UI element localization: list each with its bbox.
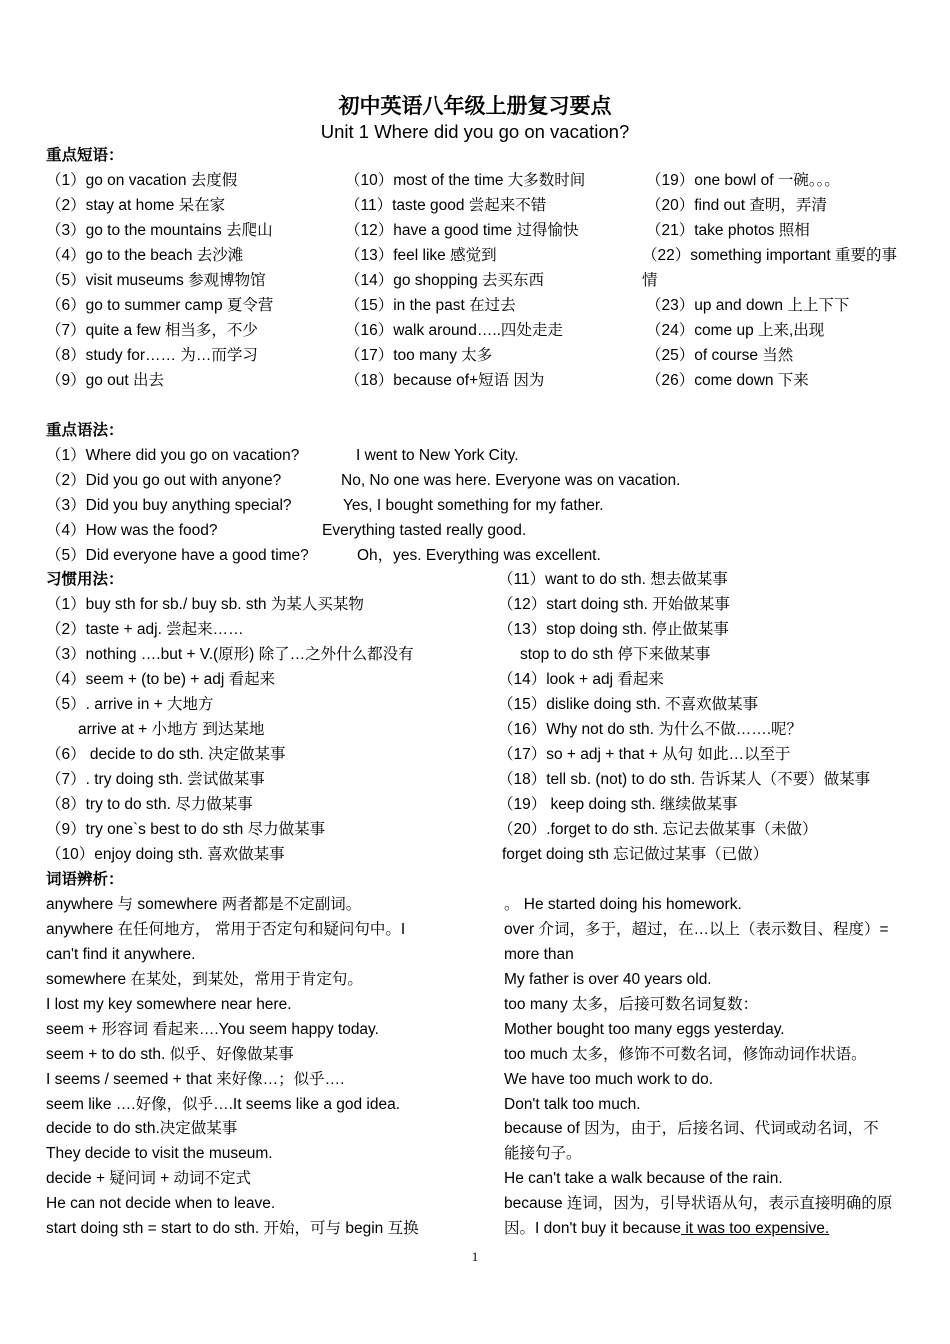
list-item: （4）go to the beach 去沙滩 <box>46 247 244 264</box>
list-item: （2）taste + adj. 尝起来…… <box>46 621 244 638</box>
text-line: because 连词，因为，引导状语从句，表示直接明确的原 <box>504 1195 893 1212</box>
list-item: （14）go shopping 去买东西 <box>345 272 545 289</box>
list-item: （11）taste good 尝起来不错 <box>345 197 547 214</box>
text-line: seem + 形容词 看起来….You seem happy today. <box>46 1021 379 1038</box>
page-title: 初中英语八年级上册复习要点 <box>338 95 612 118</box>
list-item-continuation: arrive at + 小地方 到达某地 <box>78 721 265 738</box>
grammar-answer: Oh，yes. Everything was excellent. <box>357 547 601 564</box>
text-line: My father is over 40 years old. <box>504 971 712 988</box>
text-line: 。 He started doing his homework. <box>504 896 742 913</box>
list-item: （12）have a good time 过得愉快 <box>345 222 579 239</box>
text-line: anywhere 在任何地方， 常用于否定句和疑问句中。I <box>46 921 406 938</box>
text-line: decide to do sth.决定做某事 <box>46 1120 238 1137</box>
text-line: 能接句子。 <box>504 1145 582 1162</box>
text-line: too many 太多，后接可数名词复数： <box>504 996 759 1013</box>
list-item-continuation: stop to do sth 停下来做某事 <box>520 646 711 663</box>
grammar-question: （5）Did everyone have a good time? <box>46 547 309 564</box>
list-item: （8）try to do sth. 尽力做某事 <box>46 796 253 813</box>
text-line: too much 太多，修饰不可数名词，修饰动词作状语。 <box>504 1046 867 1063</box>
text-line: They decide to visit the museum. <box>46 1145 273 1162</box>
underlined-text: it was too expensive. <box>681 1220 830 1237</box>
grammar-question: （1）Where did you go on vacation? <box>46 447 300 464</box>
list-item: （13）stop doing sth. 停止做某事 <box>498 621 729 638</box>
list-item: （21）take photos 照相 <box>646 222 810 239</box>
list-item: （12）start doing sth. 开始做某事 <box>498 596 730 613</box>
text-line: seem like ….好像，似乎….It seems like a god idea. <box>46 1096 401 1113</box>
list-item: （14）look + adj 看起来 <box>498 671 664 688</box>
grammar-question: （3）Did you buy anything special? <box>46 497 292 514</box>
list-item: （9）try one`s best to do sth 尽力做某事 <box>46 821 326 838</box>
text-line: because of 因为，由于，后接名词、代词或动名词，不 <box>504 1120 879 1137</box>
text-line: Mother bought too many eggs yesterday. <box>504 1021 785 1038</box>
text-line: over 介词，多于，超过，在…以上（表示数目、程度）= <box>504 921 889 938</box>
list-item: （17）too many 太多 <box>345 347 493 364</box>
section-heading-analysis: 词语辨析： <box>46 871 124 888</box>
list-item: （6） decide to do sth. 决定做某事 <box>46 746 286 763</box>
list-item: （10）most of the time 大多数时间 <box>345 172 586 189</box>
list-item: （25）of course 当然 <box>646 347 794 364</box>
list-item: （20）find out 查明，弄清 <box>646 197 827 214</box>
list-item: （8）study for…… 为…而学习 <box>46 347 258 364</box>
list-item: （19） keep doing sth. 继续做某事 <box>498 796 738 813</box>
list-item: （20）.forget to do sth. 忘记去做某事（未做） <box>498 821 818 838</box>
list-item-continuation: forget doing sth 忘记做过某事（已做） <box>502 846 769 863</box>
text-line: We have too much work to do. <box>504 1071 714 1088</box>
text-line: more than <box>504 946 574 963</box>
text-line <box>504 1219 829 1239</box>
list-item: （1）buy sth for sb./ buy sb. sth 为某人买某物 <box>46 596 364 613</box>
list-item: （26）come down 下来 <box>646 372 809 389</box>
list-item: （19）one bowl of 一碗。。。 <box>646 172 840 189</box>
list-item: （17）so + adj + that + 从句 如此…以至于 <box>498 746 791 763</box>
page-subtitle: Unit 1 Where did you go on vacation? <box>320 121 630 142</box>
list-item: （18）tell sb. (not) to do sth. 告诉某人（不要）做某事 <box>498 771 871 788</box>
text-fragment: 因。I don't buy it because <box>504 1220 682 1237</box>
list-item: （3）nothing ….but + V.(原形) 除了…之外什么都没有 <box>46 646 414 663</box>
list-item: （13）feel like 感觉到 <box>345 247 497 264</box>
list-item: （23）up and down 上上下下 <box>646 297 850 314</box>
list-item: （3）go to the mountains 去爬山 <box>46 222 273 239</box>
list-item: （15）dislike doing sth. 不喜欢做某事 <box>498 696 759 713</box>
text-line: can't find it anywhere. <box>46 946 196 963</box>
list-item: （7）quite a few 相当多，不少 <box>46 322 258 339</box>
text-line: anywhere 与 somewhere 两者都是不定副词。 <box>46 896 362 913</box>
grammar-question: （4）How was the food? <box>46 522 218 539</box>
grammar-answer: Yes, I bought something for my father. <box>343 497 604 514</box>
grammar-answer: Everything tasted really good. <box>322 522 527 539</box>
list-item-continuation: 情 <box>642 272 658 289</box>
list-item: （9）go out 出去 <box>46 372 165 389</box>
grammar-answer: No, No one was here. Everyone was on vacation. <box>341 472 681 489</box>
text-line: He can not decide when to leave. <box>46 1195 276 1212</box>
list-item: （16）Why not do sth. 为什么不做…….呢？ <box>498 721 803 738</box>
list-item: （22）something important 重要的事 <box>642 247 897 264</box>
list-item: （7）. try doing sth. 尝试做某事 <box>46 771 265 788</box>
text-line: somewhere 在某处，到某处，常用于肯定句。 <box>46 971 363 988</box>
list-item: （1）go on vacation 去度假 <box>46 172 238 189</box>
text-line: I lost my key somewhere near here. <box>46 996 292 1013</box>
list-item: （16）walk around…..四处走走 <box>345 322 563 339</box>
grammar-question: （2）Did you go out with anyone? <box>46 472 282 489</box>
list-item: （15）in the past 在过去 <box>345 297 516 314</box>
section-heading-grammar: 重点语法： <box>46 422 124 439</box>
grammar-answer: I went to New York City. <box>356 447 519 464</box>
list-item: （10）enjoy doing sth. 喜欢做某事 <box>46 846 285 863</box>
list-item: （18）because of+短语 因为 <box>345 372 545 389</box>
text-line: start doing sth = start to do sth. 开始，可与 begin 互换 <box>46 1220 419 1237</box>
list-item: （5）. arrive in + 大地方 <box>46 696 214 713</box>
section-heading-usage: 习惯用法： <box>46 571 124 588</box>
list-item: （5）visit museums 参观博物馆 <box>46 272 266 289</box>
section-heading-phrases: 重点短语： <box>46 147 124 164</box>
list-item: （6）go to summer camp 夏令营 <box>46 297 274 314</box>
text-line: I seems / seemed + that 来好像…；似乎…. <box>46 1071 345 1088</box>
list-item: （2）stay at home 呆在家 <box>46 197 226 214</box>
list-item: （4）seem + (to be) + adj 看起来 <box>46 671 276 688</box>
text-line: Don't talk too much. <box>504 1096 641 1113</box>
text-line: decide + 疑问词 + 动词不定式 <box>46 1170 252 1187</box>
page-number: 1 <box>471 1249 479 1264</box>
list-item: （24）come up 上来,出现 <box>646 322 825 339</box>
list-item: （11）want to do sth. 想去做某事 <box>498 571 728 588</box>
text-line: seem + to do sth. 似乎、好像做某事 <box>46 1046 294 1063</box>
text-line: He can't take a walk because of the rain. <box>504 1170 783 1187</box>
